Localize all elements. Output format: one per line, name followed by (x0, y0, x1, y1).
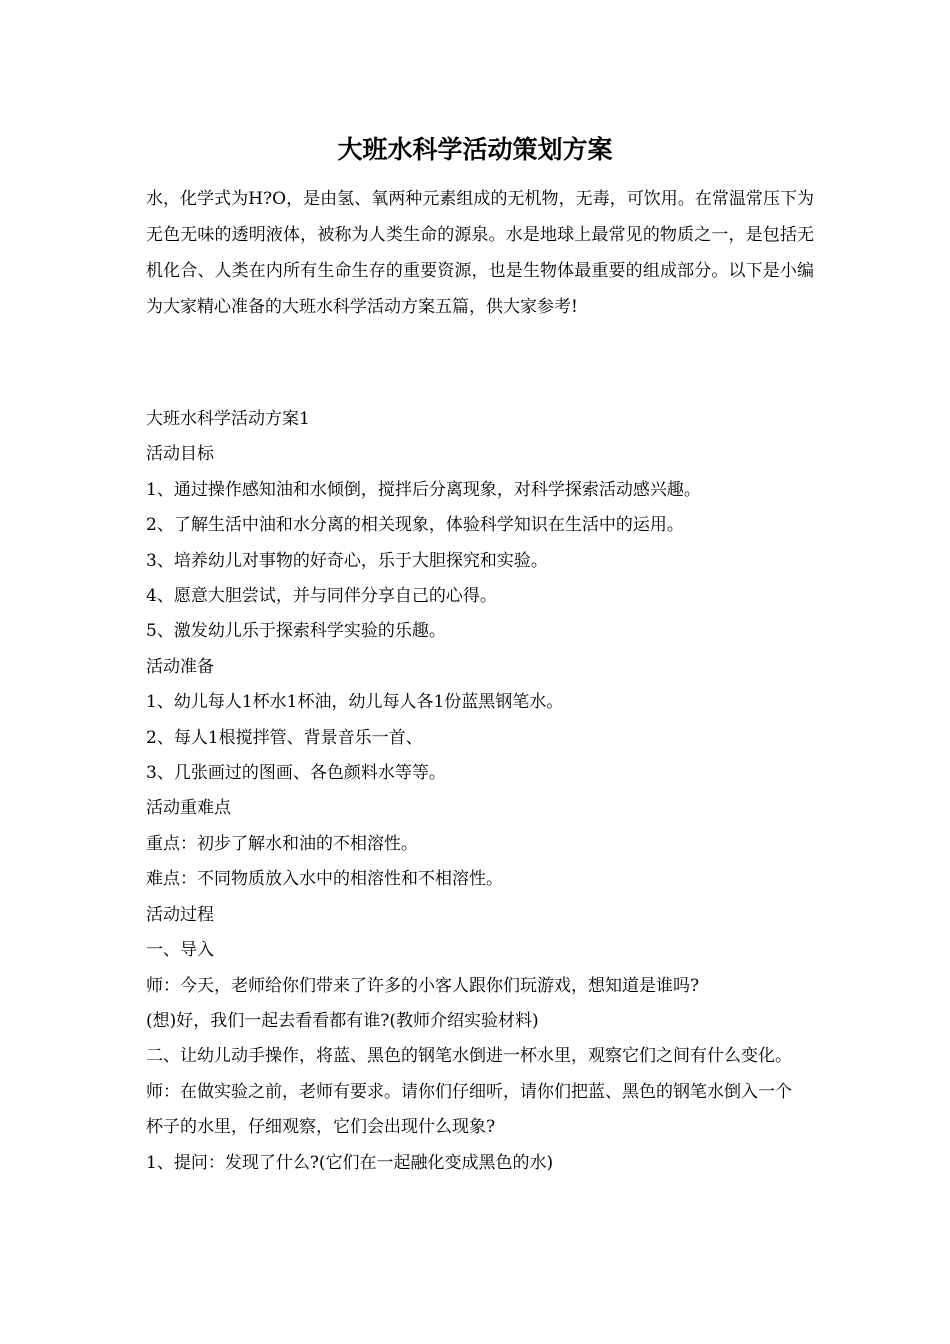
key-point-item: 难点：不同物质放入水中的相溶性和不相溶性。 (146, 869, 503, 890)
process-step-paragraph: 二、让幼儿动手操作，将蓝、黑色的钢笔水倒进一杯水里，观察它们之间有什么变化。 (146, 1046, 792, 1067)
process-question: 1、提问：发现了什么?(它们在一起融化变成黑色的水) (146, 1152, 554, 1173)
goal-item: 2、了解生活中油和水分离的相关现象，体验科学知识在生活中的运用。 (146, 515, 684, 536)
preparation-item: 2、每人1根搅拌管、背景音乐一首、 (146, 727, 423, 748)
section-heading: 大班水科学活动方案1 (146, 409, 310, 429)
preparation-item: 1、幼儿每人1杯水1杯油，幼儿每人各1份蓝黑钢笔水。 (146, 692, 564, 713)
goal-item: 5、激发幼儿乐于探索科学实验的乐趣。 (146, 621, 446, 642)
subheading-goals: 活动目标 (146, 444, 214, 465)
process-text: (想)好，我们一起去看看都有谁?(教师介绍实验材料) (146, 1010, 539, 1031)
document-title: 大班水科学活动策划方案 (337, 135, 613, 164)
process-text: 师：今天，老师给你们带来了许多的小客人跟你们玩游戏，想知道是谁吗? (146, 975, 700, 996)
intro-paragraph: 水，化学式为H?O，是由氢、氧两种元素组成的无机物，无毒，可饮用。在常温常压下为无色无味的透明液体，被称为人类生命的源泉。水是地球上最常见的物质之一，是包括无机化合、人类在内所有生命生存的重要资源，也是生物体最重要的组成部分。以下是小编为大家精心准备的大班水科学活动方案五篇，供大家参考! (146, 189, 814, 317)
process-text-paragraph: 师：在做实验之前，老师有要求。请你们仔细听，请你们把蓝、黑色的钢笔水倒入一个杯子的水里，仔细观察，它们会出现什么现象? (146, 1081, 792, 1138)
key-point-item: 重点：初步了解水和油的不相溶性。 (146, 833, 418, 854)
goal-item: 1、通过操作感知油和水倾倒，搅拌后分离现象，对科学探索活动感兴趣。 (146, 479, 701, 500)
goal-item: 4、愿意大胆尝试，并与同伴分享自己的心得。 (146, 586, 497, 607)
process-step-heading: 一、导入 (146, 940, 214, 961)
subheading-key-points: 活动重难点 (146, 798, 231, 819)
document-body (146, 402, 816, 1181)
preparation-item: 3、几张画过的图画、各色颜料水等等。 (146, 763, 446, 784)
goal-item: 3、培养幼儿对事物的好奇心，乐于大胆探究和实验。 (146, 550, 548, 571)
subheading-process: 活动过程 (146, 904, 214, 925)
subheading-preparation: 活动准备 (146, 656, 214, 677)
